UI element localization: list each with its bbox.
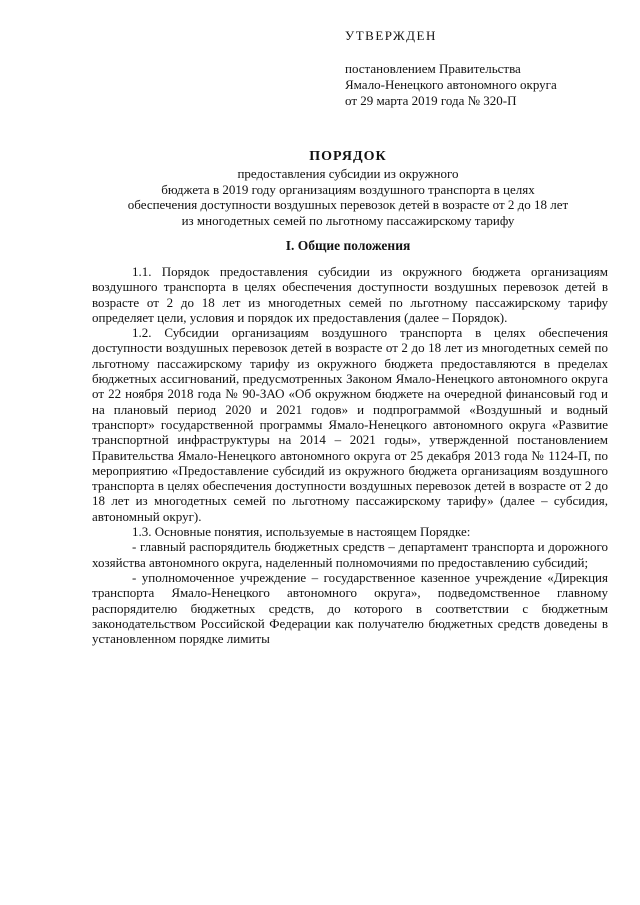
approval-stamp: УТВЕРЖДЕН <box>345 28 437 43</box>
paragraph-1-1: 1.1. Порядок предоставления субсидии из окружного бюджета организациям воздушного транспорта в целях обеспечения доступности воздушных перевозок детей в возрасте от 2 до 18 лет из многодетных семей по льготному пассажирскому тарифу определяет цели, условия и порядок их предоставления (далее – Порядок). <box>92 264 608 325</box>
section-body <box>92 264 608 646</box>
approval-line-2: Ямало-Ненецкого автономного округа <box>345 77 557 92</box>
document-subtitle-line: обеспечения доступности воздушных перевозок детей в возрасте от 2 до 18 лет <box>127 197 569 212</box>
definition-main-manager: - главный распорядитель бюджетных средств – департамент транспорта и дорожного хозяйства автономного округа, наделенный полномочиями по предоставлению субсидий; <box>92 539 608 570</box>
title-block <box>88 148 608 228</box>
document-title: ПОРЯДОК <box>309 149 387 164</box>
document-subtitle-line: бюджета в 2019 году организациям воздушного транспорта в целях <box>161 181 535 197</box>
definition-authorized-institution: - уполномоченное учреждение – государственное казенное учреждение «Дирекция транспорта Ямало-Ненецкого автономного округа», подведомственное главному распорядителю бюджетных средств, до которого в соответствии с бюджетным законодательством Российской Федерации как получателю бюджетных средств доведены в установленном порядке лимиты <box>92 569 608 647</box>
approval-block <box>345 28 625 109</box>
paragraph-1-2: 1.2. Субсидии организациям воздушного транспорта в целях обеспечения доступности воздушных перевозок детей в возрасте от 2 до 18 лет из многодетных семей по льготному пассажирскому тарифу из окружного бюджета предоставляются в пределах бюджетных ассигнований, предусмотренных Законом Ямало-Ненецкого автономного округа от 22 ноября 2018 года № 90-ЗАО «Об окружном бюджете на очередной финансовый год и на плановый период 2020 и 2021 годов» и подпрограммой «Воздушный и водный транспорт» государственной программы Ямало-Ненецкого автономного округа «Развитие транспортной инфраструктуры на 2014 – 2021 годы», утвержденной постановлением Правительства Ямало-Ненецкого автономного округа от 25 декабря 2013 года № 1124-П, по мероприятию «Предоставление субсидий из окружного бюджета организациям воздушного транспорта в целях обеспечения доступности воздушных перевозок детей в возрасте от 2 до 18 лет из многодетных семей по льготному пассажирскому тарифу» (далее – субсидия, автономный округ). <box>92 325 608 524</box>
approval-line-3: от 29 марта 2019 года № 320-П <box>345 93 517 108</box>
paragraph-1-3: 1.3. Основные понятия, используемые в настоящем Порядке: <box>132 524 471 540</box>
document-subtitle-line: из многодетных семей по льготному пассажирскому тарифу <box>181 212 515 228</box>
section-heading: I. Общие положения <box>285 238 411 253</box>
document-subtitle-line: предоставления субсидии из окружного <box>237 166 459 181</box>
approval-line-1: постановлением Правительства <box>345 61 521 76</box>
